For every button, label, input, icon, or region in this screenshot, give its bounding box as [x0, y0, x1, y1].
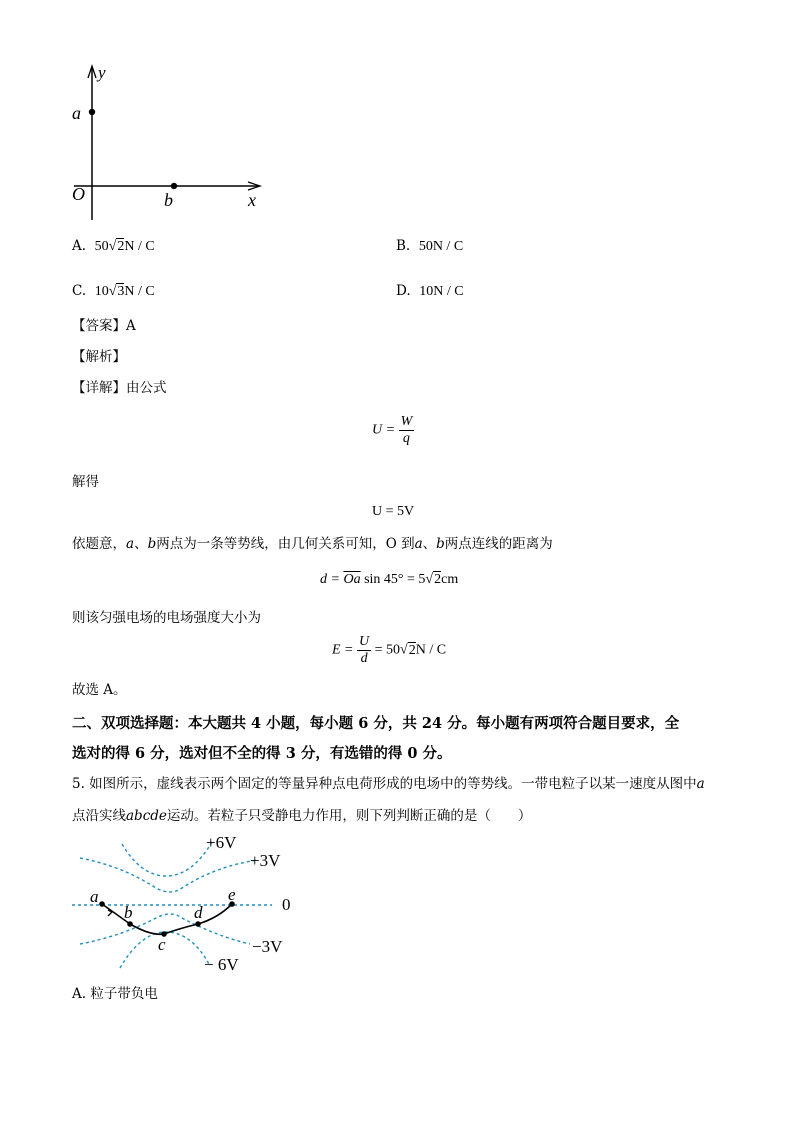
- label-b: b: [164, 190, 173, 210]
- label-c2: c: [158, 935, 166, 954]
- label-plus6: +6V: [206, 833, 237, 852]
- label-zero: 0: [282, 895, 291, 914]
- point-b: [171, 183, 177, 189]
- solved-line: 解得: [72, 474, 99, 490]
- option-b: B. 50N / C: [396, 238, 464, 254]
- label-e2: e: [228, 885, 236, 904]
- label-minus6: − 6V: [204, 955, 239, 974]
- section-heading-line1: 二、双项选择题：本大题共 4 小题，每小题 6 分，共 24 分。每小题有两项符合题目要求，全: [72, 715, 680, 732]
- question-5-line1: 5. 如图所示，虚线表示两个固定的等量异种点电荷形成的电场中的等势线。一带电粒子以某一速度从图中a: [72, 776, 705, 792]
- paragraph-geometry: 依题意，a、b两点为一条等势线，由几何关系可知，O 到a、b两点连线的距离为: [72, 536, 553, 552]
- analysis-heading: 【解析】: [72, 349, 126, 365]
- equation-u-5v: U = 5V: [372, 504, 415, 519]
- label-y: y: [98, 63, 106, 82]
- equation-field-strength: E = $\frac{U}{d}$ = 50√2N / C: [332, 634, 447, 666]
- label-d2: d: [194, 903, 203, 922]
- point-d2: [195, 921, 201, 927]
- point-a2: [99, 901, 105, 907]
- answer-line: 【答案】A: [72, 318, 136, 334]
- label-a2: a: [90, 887, 99, 906]
- label-plus3: +3V: [250, 851, 281, 870]
- label-minus3: −3V: [252, 937, 283, 956]
- axes-figure: [66, 60, 276, 220]
- equation-distance: $d = \overline{Oa}$ sin 45° = 5√2cm: [320, 572, 459, 587]
- point-b2: [127, 921, 133, 927]
- label-b2: b: [124, 903, 133, 922]
- equation-u-w-q: U = $\frac{W}{q}$: [372, 414, 413, 446]
- particle-trajectory: [102, 904, 232, 934]
- label-a: a: [72, 103, 81, 123]
- detail-line: 【详解】由公式: [72, 380, 167, 396]
- section-heading-line2: 选对的得 6 分，选对但不全的得 3 分，有选错的得 0 分。: [72, 745, 452, 762]
- paragraph-field: 则该匀强电场的电场强度大小为: [72, 610, 261, 626]
- option-a: A. 50√2N / C: [72, 238, 155, 254]
- option-c: C. 10√3N / C: [72, 283, 155, 299]
- choose-line: 故选 A。: [72, 682, 127, 698]
- equipotential-plus6: [122, 842, 212, 876]
- option-d: D. 10N / C: [396, 283, 464, 299]
- question-5-option-a: A. 粒子带负电: [72, 986, 158, 1002]
- label-O: O: [72, 184, 85, 204]
- equipotential-figure: [66, 828, 306, 978]
- point-a: [89, 109, 95, 115]
- question-5-line2: 点沿实线abcde运动。若粒子只受静电力作用，则下列判断正确的是（ ）: [72, 808, 532, 824]
- label-x: x: [248, 190, 256, 210]
